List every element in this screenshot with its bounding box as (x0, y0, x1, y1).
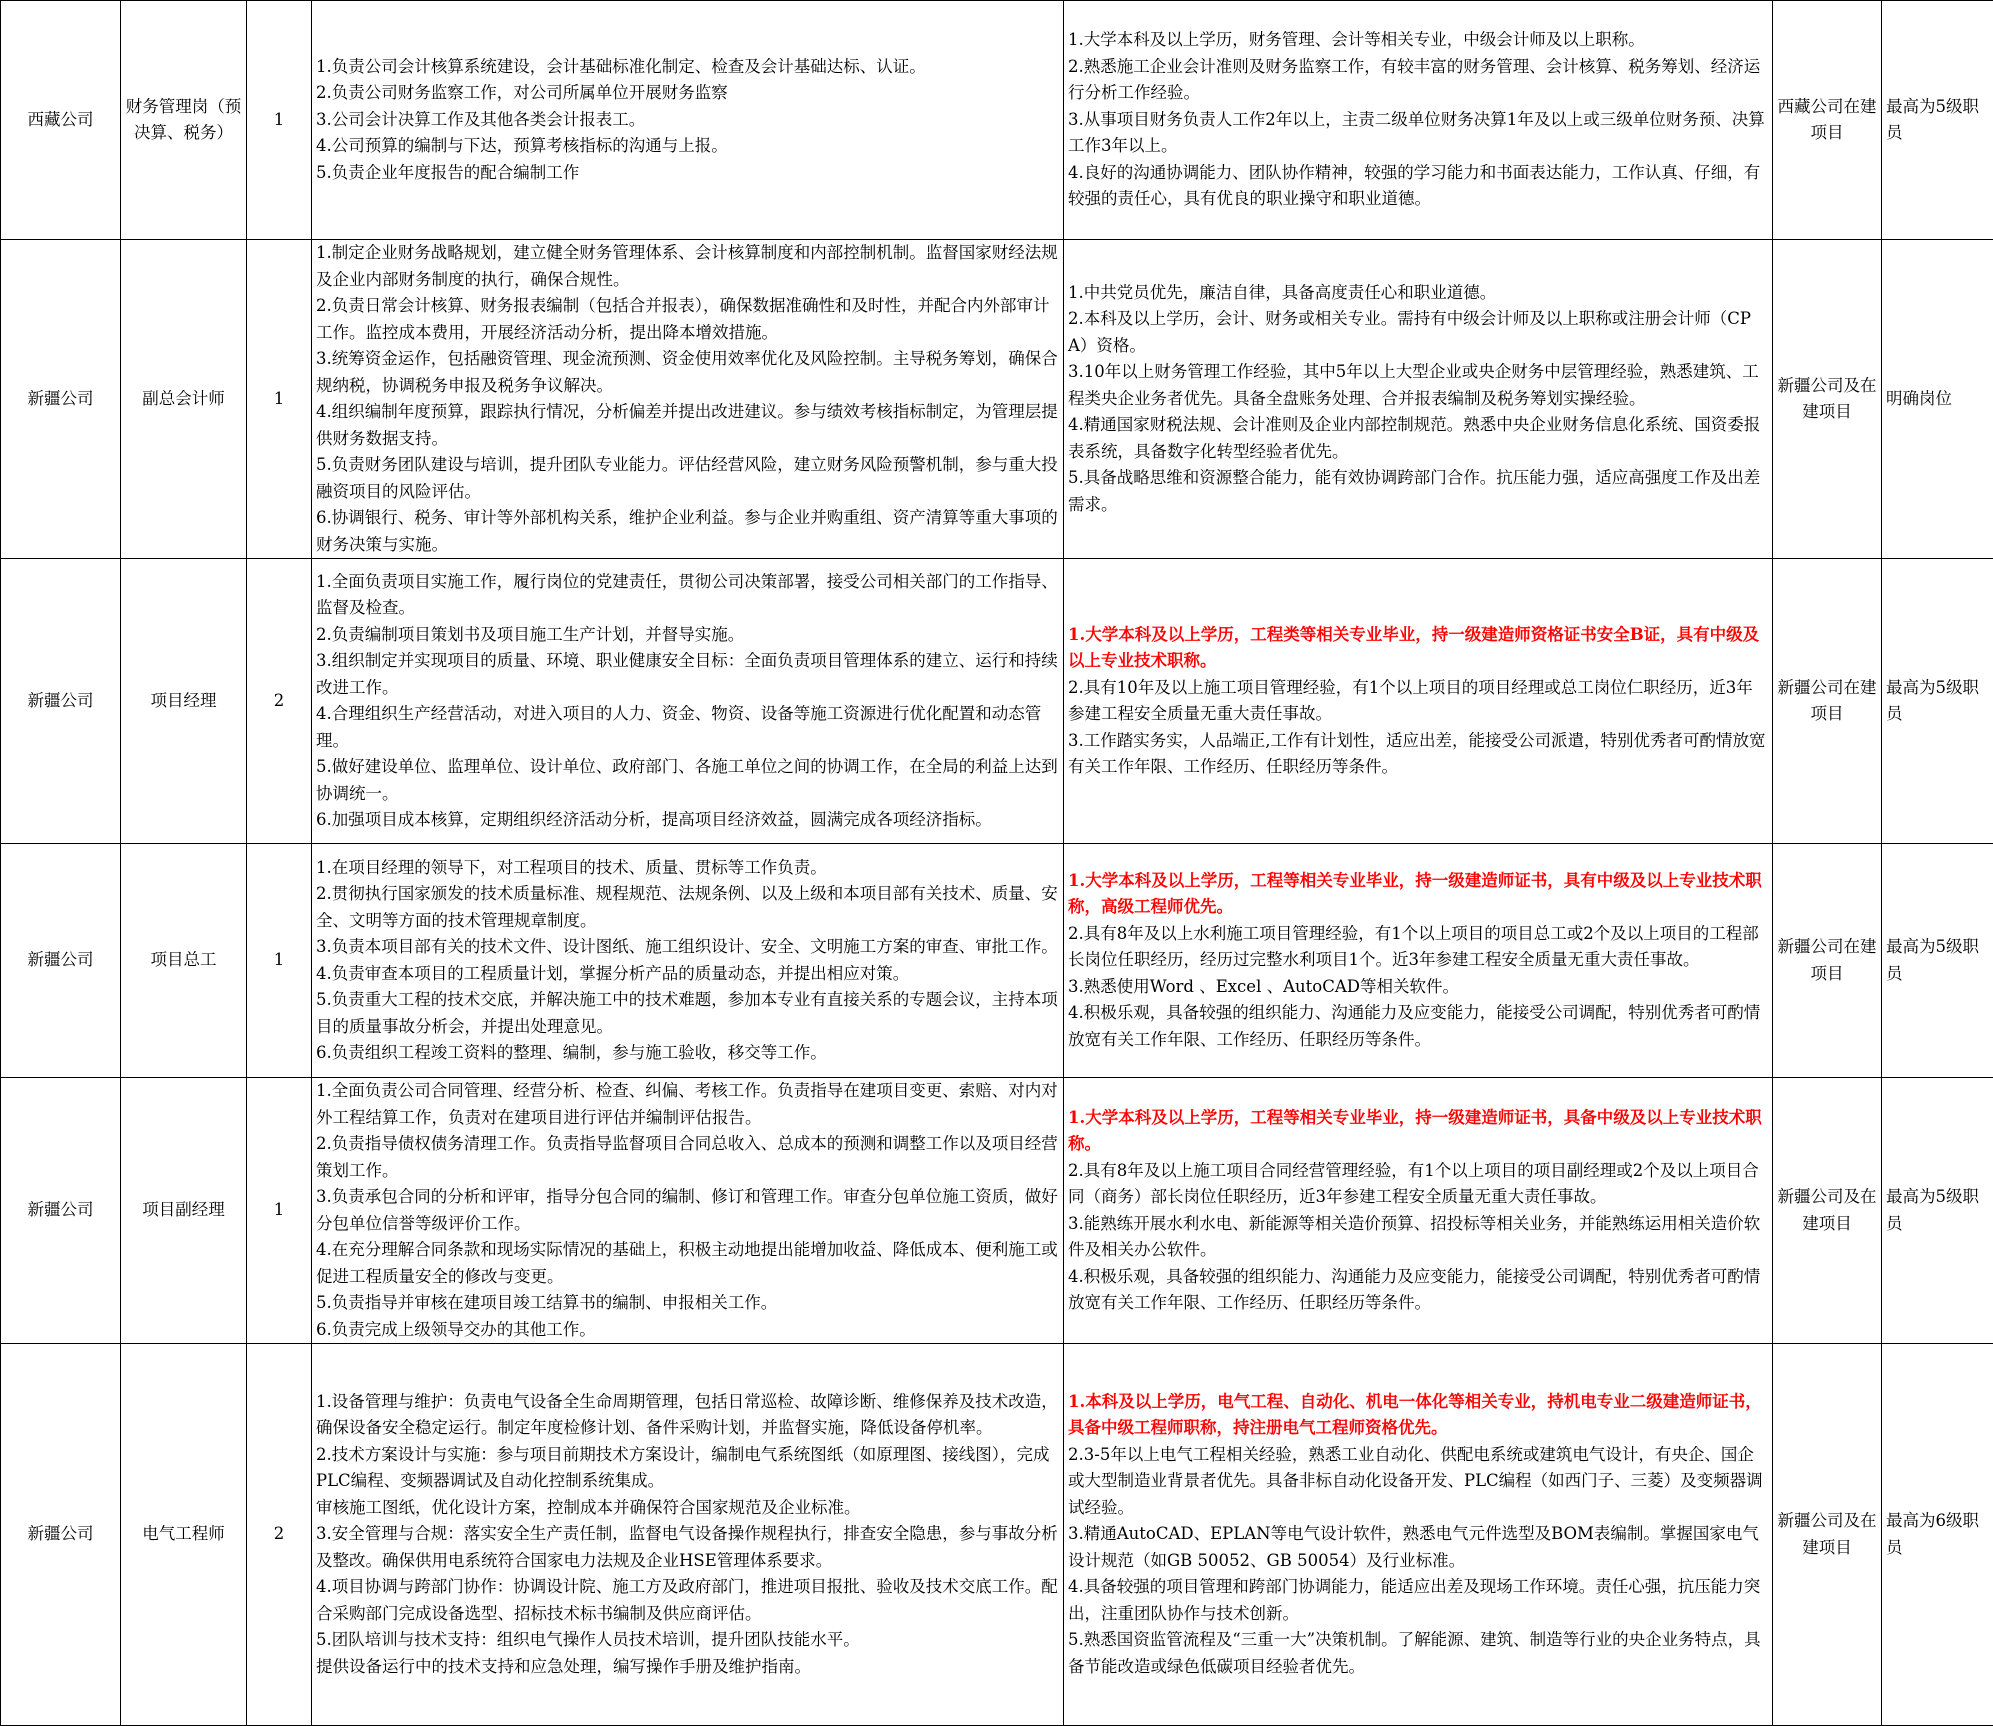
requirement-line: 3.工作踏实务实，人品端正,工作有计划性，适应出差，能接受公司派遣，特别优秀者可酌情放宽有关工作年限、工作经历、任职经历等条件。 (1068, 728, 1768, 781)
job-table-body (1, 1, 1993, 1726)
requirement-line: 1.大学本科及以上学历，财务管理、会计等相关专业，中级会计师及以上职称。 (1068, 27, 1768, 54)
requirements-cell (1064, 559, 1773, 844)
requirement-line: 2.熟悉施工企业会计准则及财务监察工作，有较丰富的财务管理、会计核算、税务筹划、经济运行分析工作经验。 (1068, 54, 1768, 107)
requirement-line: 3.熟悉使用Word 、Excel 、AutoCAD等相关软件。 (1068, 974, 1768, 1001)
level-cell: 最高为5级职员 (1882, 1078, 1993, 1344)
company-cell: 新疆公司 (1, 559, 121, 844)
duties-cell (312, 559, 1064, 844)
requirement-line: 4.精通国家财税法规、会计准则及企业内部控制规范。熟悉中央企业财务信息化系统、国资委报表系统，具备数字化转型经验者优先。 (1068, 412, 1768, 465)
duty-line: 4.公司预算的编制与下达，预算考核指标的沟通与上报。 (316, 133, 1059, 160)
duty-line: 5.负责重大工程的技术交底，并解决施工中的技术难题，参加本专业有直接关系的专题会议，主持本项目的质量事故分析会，并提出处理意见。 (316, 987, 1059, 1040)
duty-line: 5.做好建设单位、监理单位、设计单位、政府部门、各施工单位之间的协调工作，在全局的利益上达到协调统一。 (316, 754, 1059, 807)
position-cell: 电气工程师 (121, 1344, 247, 1726)
requirement-line: 3.能熟练开展水利水电、新能源等相关造价预算、招投标等相关业务，并能熟练运用相关造价软件及相关办公软件。 (1068, 1211, 1768, 1264)
duty-line: 1.全面负责项目实施工作，履行岗位的党建责任，贯彻公司决策部署，接受公司相关部门的工作指导、监督及检查。 (316, 569, 1059, 622)
duties-cell (312, 1078, 1064, 1344)
headcount-cell: 1 (247, 1, 312, 240)
duties-cell (312, 1, 1064, 240)
requirements-cell (1064, 1078, 1773, 1344)
duties-cell (312, 240, 1064, 559)
duty-line: 4.组织编制年度预算，跟踪执行情况，分析偏差并提出改进建议。参与绩效考核指标制定，为管理层提供财务数据支持。 (316, 399, 1059, 452)
requirement-line: 2.本科及以上学历，会计、财务或相关专业。需持有中级会计师及以上职称或注册会计师（CPA）资格。 (1068, 306, 1768, 359)
duty-line: 3.安全管理与合规：落实安全生产责任制，监督电气设备操作规程执行，排查安全隐患，参与事故分析及整改。确保供用电系统符合国家电力法规及企业HSE管理体系要求。 (316, 1521, 1059, 1574)
requirement-line: 4.积极乐观，具备较强的组织能力、沟通能力及应变能力，能接受公司调配，特别优秀者可酌情放宽有关工作年限、工作经历、任职经历等条件。 (1068, 1264, 1768, 1317)
duty-line: 6.负责组织工程竣工资料的整理、编制，参与施工验收，移交等工作。 (316, 1040, 1059, 1067)
requirement-line: 2.具有8年及以上施工项目合同经营管理经验，有1个以上项目的项目副经理或2个及以上项目合同（商务）部长岗位任职经历，近3年参建工程安全质量无重大责任事故。 (1068, 1158, 1768, 1211)
position-cell: 项目经理 (121, 559, 247, 844)
requirement-line: 5.具备战略思维和资源整合能力，能有效协调跨部门合作。抗压能力强，适应高强度工作及出差需求。 (1068, 465, 1768, 518)
duty-line: 5.负责财务团队建设与培训，提升团队专业能力。评估经营风险，建立财务风险预警机制，参与重大投融资项目的风险评估。 (316, 452, 1059, 505)
location-cell: 新疆公司在建项目 (1773, 559, 1882, 844)
duty-line: 5.负责企业年度报告的配合编制工作 (316, 160, 1059, 187)
company-cell: 西藏公司 (1, 1, 121, 240)
duty-line: 2.负责日常会计核算、财务报表编制（包括合并报表），确保数据准确性和及时性，并配合内外部审计工作。监控成本费用，开展经济活动分析，提出降本增效措施。 (316, 293, 1059, 346)
location-cell: 西藏公司在建项目 (1773, 1, 1882, 240)
duty-line: 审核施工图纸，优化设计方案，控制成本并确保符合国家规范及企业标准。 (316, 1495, 1059, 1522)
duty-line: 2.负责编制项目策划书及项目施工生产计划，并督导实施。 (316, 622, 1059, 649)
requirement-highlight: 1.大学本科及以上学历，工程类等相关专业毕业，持一级建造师资格证书安全B证，具有中级及以上专业技术职称。 (1068, 622, 1768, 675)
requirement-highlight: 1.本科及以上学历，电气工程、自动化、机电一体化等相关专业，持机电专业二级建造师证书，具备中级工程师职称，持注册电气工程师资格优先。 (1068, 1389, 1768, 1442)
requirement-line: 4.良好的沟通协调能力、团队协作精神，较强的学习能力和书面表达能力，工作认真、仔细，有较强的责任心，具有优良的职业操守和职业道德。 (1068, 160, 1768, 213)
level-cell: 最高为6级职员 (1882, 1344, 1993, 1726)
duty-line: 2.贯彻执行国家颁发的技术质量标准、规程规范、法规条例、以及上级和本项目部有关技术、质量、安全、文明等方面的技术管理规章制度。 (316, 881, 1059, 934)
duty-line: 6.加强项目成本核算，定期组织经济活动分析，提高项目经济效益，圆满完成各项经济指标。 (316, 807, 1059, 834)
requirement-line: 2.3-5年以上电气工程相关经验，熟悉工业自动化、供配电系统或建筑电气设计，有央企、国企或大型制造业背景者优先。具备非标自动化设备开发、PLC编程（如西门子、三菱）及变频器调试经验。 (1068, 1442, 1768, 1522)
duty-line: 6.负责完成上级领导交办的其他工作。 (316, 1317, 1059, 1344)
requirement-line: 3.10年以上财务管理工作经验，其中5年以上大型企业或央企财务中层管理经验，熟悉建筑、工程类央企业务者优先。具备全盘账务处理、合并报表编制及税务筹划实操经验。 (1068, 359, 1768, 412)
company-cell: 新疆公司 (1, 1344, 121, 1726)
table-row (1, 240, 1993, 559)
requirements-cell (1064, 240, 1773, 559)
position-cell: 财务管理岗（预决算、税务） (121, 1, 247, 240)
headcount-cell: 1 (247, 1078, 312, 1344)
headcount-cell: 1 (247, 844, 312, 1078)
duty-line: 3.统筹资金运作，包括融资管理、现金流预测、资金使用效率优化及风险控制。主导税务筹划，确保合规纳税，协调税务申报及税务争议解决。 (316, 346, 1059, 399)
duty-line: 2.负责公司财务监察工作，对公司所属单位开展财务监察 (316, 80, 1059, 107)
requirement-line: 3.精通AutoCAD、EPLAN等电气设计软件，熟悉电气元件选型及BOM表编制。掌握国家电气设计规范（如GB 50052、GB 50054）及行业标准。 (1068, 1521, 1768, 1574)
requirements-cell (1064, 1, 1773, 240)
company-cell: 新疆公司 (1, 1078, 121, 1344)
company-cell: 新疆公司 (1, 844, 121, 1078)
duty-line: 1.制定企业财务战略规划，建立健全财务管理体系、会计核算制度和内部控制机制。监督国家财经法规及企业内部财务制度的执行，确保合规性。 (316, 240, 1059, 293)
requirement-line: 1.中共党员优先，廉洁自律，具备高度责任心和职业道德。 (1068, 280, 1768, 307)
location-cell: 新疆公司在建项目 (1773, 844, 1882, 1078)
level-cell: 明确岗位 (1882, 240, 1993, 559)
requirement-line: 4.具备较强的项目管理和跨部门协调能力，能适应出差及现场工作环境。责任心强，抗压能力突出，注重团队协作与技术创新。 (1068, 1574, 1768, 1627)
requirements-cell (1064, 844, 1773, 1078)
table-row (1, 1078, 1993, 1344)
level-cell: 最高为5级职员 (1882, 844, 1993, 1078)
position-cell: 项目总工 (121, 844, 247, 1078)
duty-line: 5.团队培训与技术支持：组织电气操作人员技术培训，提升团队技能水平。 (316, 1627, 1059, 1654)
duty-line: 1.在项目经理的领导下，对工程项目的技术、质量、贯标等工作负责。 (316, 855, 1059, 882)
requirement-line: 5.熟悉国资监管流程及“三重一大”决策机制。了解能源、建筑、制造等行业的央企业务特点，具备节能改造或绿色低碳项目经验者优先。 (1068, 1627, 1768, 1680)
duty-line: 4.项目协调与跨部门协作：协调设计院、施工方及政府部门，推进项目报批、验收及技术交底工作。配合采购部门完成设备选型、招标技术标书编制及供应商评估。 (316, 1574, 1059, 1627)
duties-cell (312, 1344, 1064, 1726)
company-cell: 新疆公司 (1, 240, 121, 559)
duty-line: 6.协调银行、税务、审计等外部机构关系，维护企业利益。参与企业并购重组、资产清算等重大事项的财务决策与实施。 (316, 505, 1059, 558)
duty-line: 提供设备运行中的技术支持和应急处理，编写操作手册及维护指南。 (316, 1654, 1059, 1681)
headcount-cell: 2 (247, 1344, 312, 1726)
requirement-line: 3.从事项目财务负责人工作2年以上，主责二级单位财务决算1年及以上或三级单位财务预、决算工作3年以上。 (1068, 107, 1768, 160)
requirement-line: 2.具有8年及以上水利施工项目管理经验，有1个以上项目的项目总工或2个及以上项目的工程部长岗位任职经历，经历过完整水利项目1个。近3年参建工程安全质量无重大责任事故。 (1068, 921, 1768, 974)
location-cell: 新疆公司及在建项目 (1773, 1344, 1882, 1726)
level-cell: 最高为5级职员 (1882, 559, 1993, 844)
table-row (1, 844, 1993, 1078)
duty-line: 3.组织制定并实现项目的质量、环境、职业健康安全目标：全面负责项目管理体系的建立、运行和持续改进工作。 (316, 648, 1059, 701)
headcount-cell: 2 (247, 559, 312, 844)
duty-line: 2.负责指导债权债务清理工作。负责指导监督项目合同总收入、总成本的预测和调整工作以及项目经营策划工作。 (316, 1131, 1059, 1184)
duty-line: 3.公司会计决算工作及其他各类会计报表工。 (316, 107, 1059, 134)
duty-line: 4.在充分理解合同条款和现场实际情况的基础上，积极主动地提出能增加收益、降低成本、便利施工或促进工程质量安全的修改与变更。 (316, 1237, 1059, 1290)
location-cell: 新疆公司及在建项目 (1773, 1078, 1882, 1344)
duty-line: 5.负责指导并审核在建项目竣工结算书的编制、申报相关工作。 (316, 1290, 1059, 1317)
level-cell: 最高为5级职员 (1882, 1, 1993, 240)
position-cell: 副总会计师 (121, 240, 247, 559)
duty-line: 4.合理组织生产经营活动，对进入项目的人力、资金、物资、设备等施工资源进行优化配置和动态管理。 (316, 701, 1059, 754)
position-cell: 项目副经理 (121, 1078, 247, 1344)
location-cell: 新疆公司及在建项目 (1773, 240, 1882, 559)
requirement-line: 4.积极乐观，具备较强的组织能力、沟通能力及应变能力，能接受公司调配，特别优秀者可酌情放宽有关工作年限、工作经历、任职经历等条件。 (1068, 1000, 1768, 1053)
duty-line: 4.负责审查本项目的工程质量计划，掌握分析产品的质量动态，并提出相应对策。 (316, 961, 1059, 988)
duty-line: 1.负责公司会计核算系统建设，会计基础标准化制定、检查及会计基础达标、认证。 (316, 54, 1059, 81)
duty-line: 2.技术方案设计与实施：参与项目前期技术方案设计，编制电气系统图纸（如原理图、接线图），完成PLC编程、变频器调试及自动化控制系统集成。 (316, 1442, 1059, 1495)
duty-line: 1.设备管理与维护：负责电气设备全生命周期管理，包括日常巡检、故障诊断、维修保养及技术改造，确保设备安全稳定运行。制定年度检修计划、备件采购计划，并监督实施，降低设备停机率。 (316, 1389, 1059, 1442)
duty-line: 1.全面负责公司合同管理、经营分析、检查、纠偏、考核工作。负责指导在建项目变更、索赔、对内对外工程结算工作，负责对在建项目进行评估并编制评估报告。 (316, 1078, 1059, 1131)
requirement-line: 2.具有10年及以上施工项目管理经验，有1个以上项目的项目经理或总工岗位仁职经历，近3年参建工程安全质量无重大责任事故。 (1068, 675, 1768, 728)
duty-line: 3.负责本项目部有关的技术文件、设计图纸、施工组织设计、安全、文明施工方案的审查、审批工作。 (316, 934, 1059, 961)
headcount-cell: 1 (247, 240, 312, 559)
requirement-highlight: 1.大学本科及以上学历，工程等相关专业毕业，持一级建造师证书，具备中级及以上专业技术职称。 (1068, 1105, 1768, 1158)
table-row (1, 1, 1993, 240)
duties-cell (312, 844, 1064, 1078)
table-row (1, 1344, 1993, 1726)
requirement-highlight: 1.大学本科及以上学历，工程等相关专业毕业，持一级建造师证书，具有中级及以上专业技术职称，高级工程师优先。 (1068, 868, 1768, 921)
table-row (1, 559, 1993, 844)
duty-line: 3.负责承包合同的分析和评审，指导分包合同的编制、修订和管理工作。审查分包单位施工资质，做好分包单位信誉等级评价工作。 (316, 1184, 1059, 1237)
requirements-cell (1064, 1344, 1773, 1726)
